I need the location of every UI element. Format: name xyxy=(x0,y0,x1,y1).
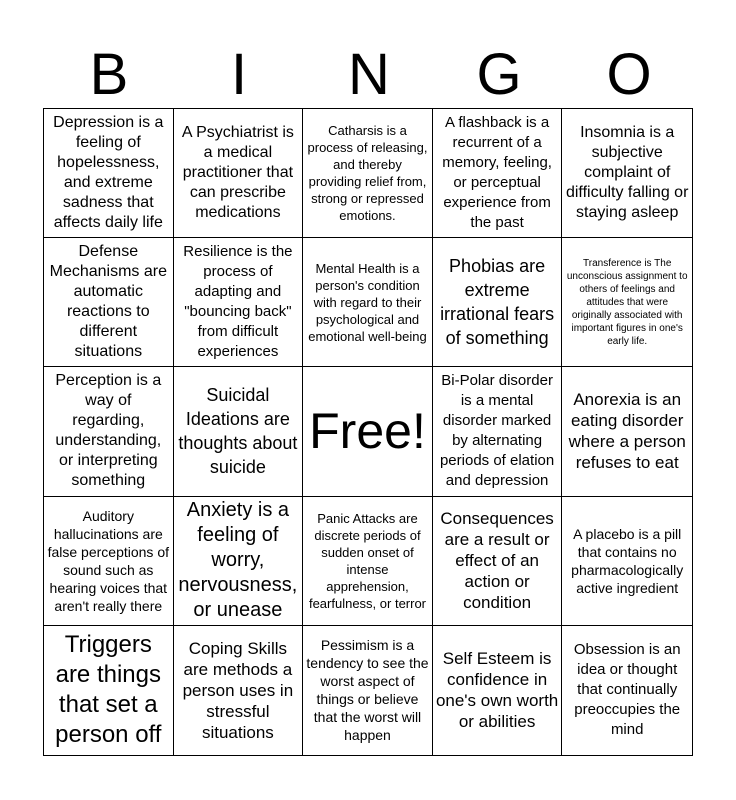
bingo-cell-r3c5[interactable] xyxy=(562,367,692,496)
cell-text: Anorexia is an eating disorder where a person refuses to eat xyxy=(568,390,686,473)
header-letter-n: N xyxy=(348,42,390,107)
header-letter-o: O xyxy=(606,42,652,107)
bingo-cell-free[interactable] xyxy=(303,367,433,496)
cell-text: Perception is a way of regarding, understanding, or interpreting something xyxy=(55,372,162,490)
cell-text: Resilience is the process of adapting and "bouncing back" from difficult experiences xyxy=(183,243,293,361)
cell-text: Pessimism is a tendency to see the worst aspect of things or believe that the worst will happen xyxy=(306,637,429,744)
cell-text: Defense Mechanisms are automatic reactions to different situations xyxy=(49,243,167,361)
cell-text: Bi-Polar disorder is a mental disorder marked by alternating periods of elation and depression xyxy=(439,372,555,490)
cell-text: Mental Health is a person's condition with regard to their psychological and emotional well-being xyxy=(308,260,427,344)
bingo-header xyxy=(44,40,694,110)
cell-text: Consequences are a result or effect of an action or condition xyxy=(440,509,554,613)
bingo-card-grid xyxy=(43,108,693,756)
cell-text: Obsession is an idea or thought that continually preoccupies the mind xyxy=(573,641,681,739)
cell-text: Depression is a feeling of hopelessness, and extreme sadness that affects daily life xyxy=(53,114,164,232)
bingo-cell-r5c5[interactable] xyxy=(562,626,692,755)
cell-text: Auditory hallucinations are false perceptions of sound such as hearing voices that aren't really there xyxy=(47,507,169,614)
cell-text: Triggers are things that set a person off xyxy=(55,631,162,749)
cell-text: Coping Skills are methods a person uses in stressful situations xyxy=(182,638,294,742)
cell-text: A flashback is a recurrent of a memory, feeling, or perceptual experience from the past xyxy=(442,114,552,232)
bingo-cell-r1c5[interactable] xyxy=(562,109,692,238)
cell-text: Panic Attacks are discrete periods of sudden onset of intense apprehension, fearfulness, or terror xyxy=(308,510,427,611)
bingo-cell-r1c4[interactable] xyxy=(433,109,563,238)
bingo-cell-r4c2[interactable] xyxy=(174,497,304,626)
cell-text: A placebo is a pill that contains no pharmacologically active ingredient xyxy=(571,525,684,596)
bingo-cell-r2c1[interactable] xyxy=(44,238,174,367)
header-letter-g: G xyxy=(476,42,522,107)
bingo-cell-r2c3[interactable] xyxy=(303,238,433,367)
bingo-cell-r1c2[interactable] xyxy=(174,109,304,238)
cell-text: Phobias are extreme irrational fears of something xyxy=(440,256,555,349)
bingo-cell-r5c4[interactable] xyxy=(433,626,563,755)
free-space-label: Free! xyxy=(309,403,426,460)
bingo-cell-r4c1[interactable] xyxy=(44,497,174,626)
header-letter-i: I xyxy=(230,42,248,107)
bingo-cell-r2c4[interactable] xyxy=(433,238,563,367)
cell-text: Suicidal Ideations are thoughts about suicide xyxy=(178,385,298,478)
bingo-cell-r2c5[interactable] xyxy=(562,238,692,367)
bingo-cell-r5c2[interactable] xyxy=(174,626,304,755)
bingo-cell-r2c2[interactable] xyxy=(174,238,304,367)
bingo-cell-r4c4[interactable] xyxy=(433,497,563,626)
bingo-cell-r3c4[interactable] xyxy=(433,367,563,496)
bingo-cell-r5c3[interactable] xyxy=(303,626,433,755)
cell-text: A Psychiatrist is a medical practitioner that can prescribe medications xyxy=(181,124,294,222)
bingo-cell-r5c1[interactable] xyxy=(44,626,174,755)
bingo-cell-r1c1[interactable] xyxy=(44,109,174,238)
bingo-cell-r4c3[interactable] xyxy=(303,497,433,626)
cell-text: Catharsis is a process of releasing, and thereby providing relief from, strong or repressed emotions. xyxy=(307,123,428,224)
header-letter-b: B xyxy=(89,42,129,107)
cell-text: Insomnia is a subjective complaint of difficulty falling or staying asleep xyxy=(565,124,689,222)
bingo-cell-r4c5[interactable] xyxy=(562,497,692,626)
cell-text: Transference is The unconscious assignment to others of feelings and attitudes that were originally associated with important figures in one's early life. xyxy=(566,257,688,347)
bingo-cell-r3c2[interactable] xyxy=(174,367,304,496)
bingo-cell-r3c1[interactable] xyxy=(44,367,174,496)
cell-text: Self Esteem is confidence in one's own worth or abilities xyxy=(435,649,559,732)
bingo-cell-r1c3[interactable] xyxy=(303,109,433,238)
cell-text: Anxiety is a feeling of worry, nervousness, or unease xyxy=(178,499,298,622)
